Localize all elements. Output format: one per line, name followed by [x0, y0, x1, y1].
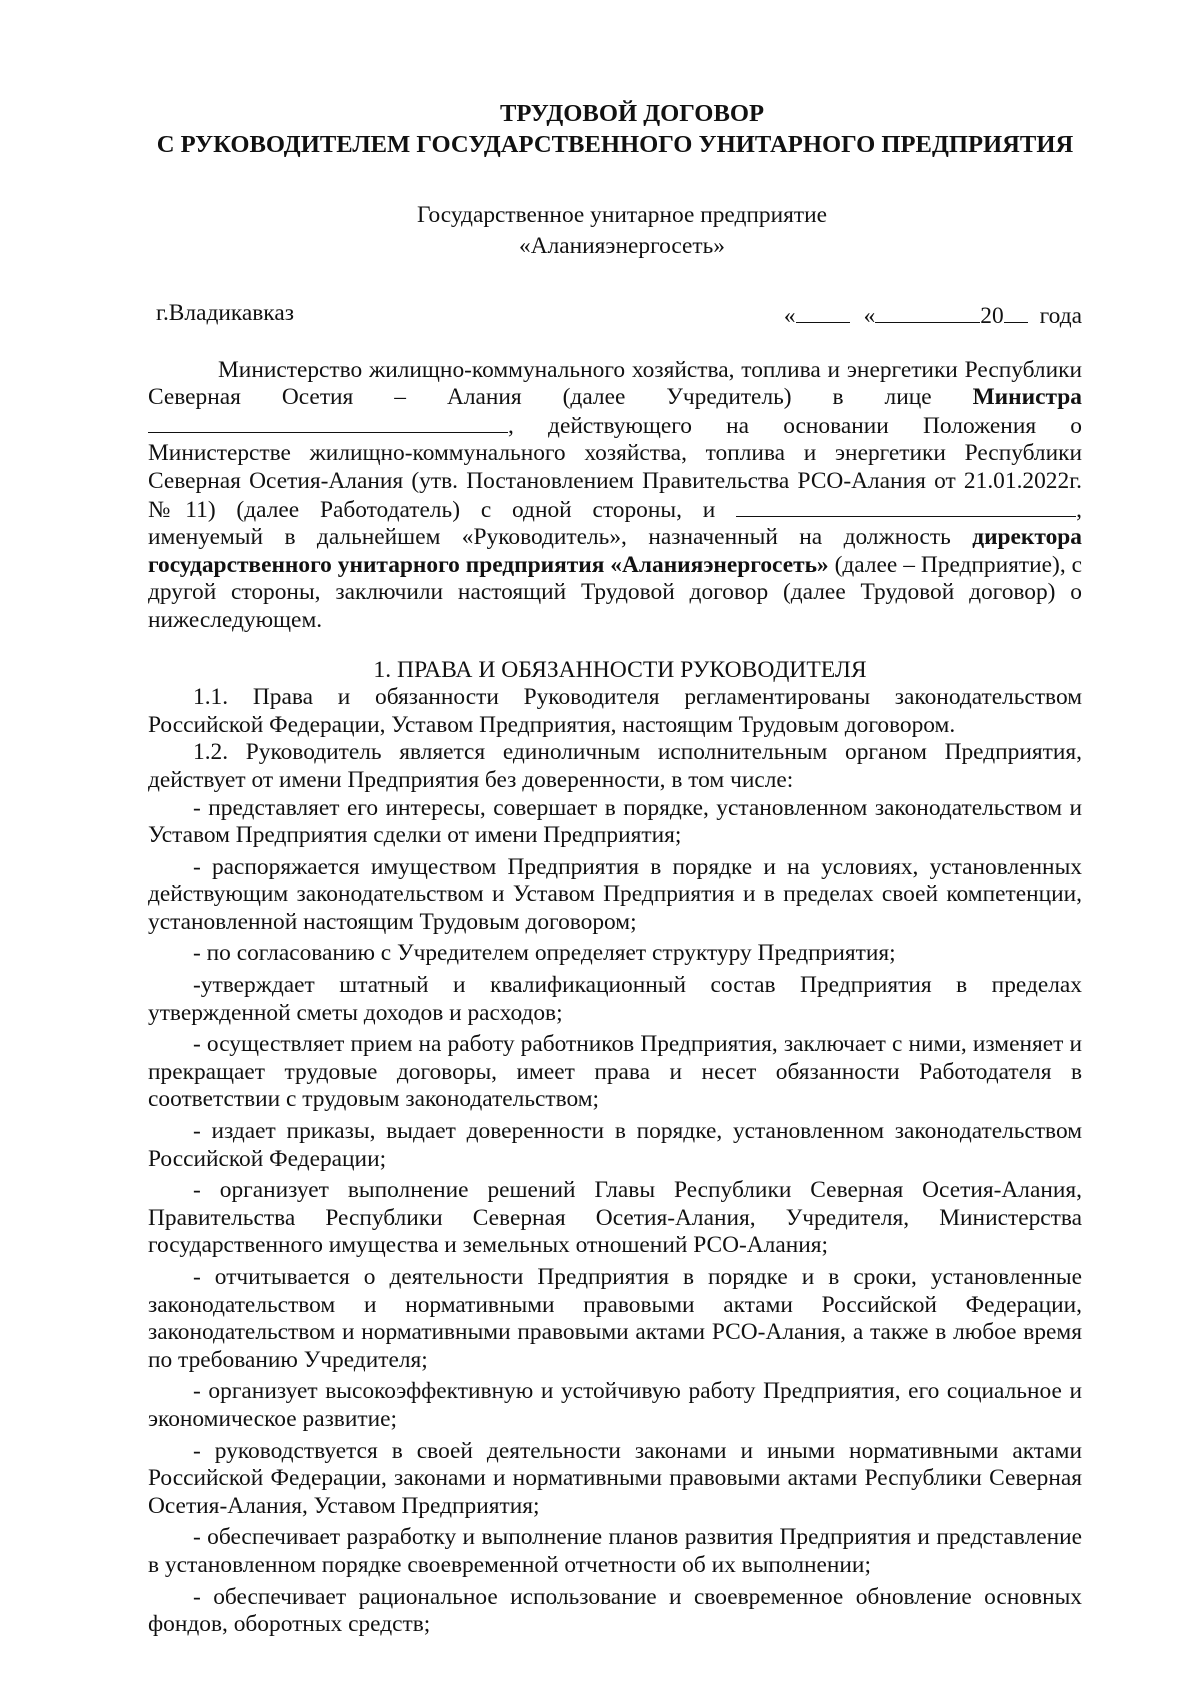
document-title [148, 98, 1082, 160]
duty-item: - обеспечивает разработку и выполнение планов развития Предприятия и представление в установленном порядке своевременной отчетности об их выполнении; [148, 1524, 1082, 1578]
duty-item: - отчитывается о деятельности Предприятия в порядке и в сроки, установленные законодательством и нормативными правовыми актами Российской Федерации, законодательством и нормативными правовыми актами РСО-Алания, а также в любое время по требованию Учредителя; [148, 1264, 1082, 1373]
organization-line-2: «Аланияэнергосеть» [519, 233, 725, 259]
place-date-row [148, 300, 1082, 331]
date-quote-2: « [863, 303, 876, 329]
intro-part-4: (далее – Предприятие), с другой стороны, заключили настоящий Трудовой договор (далее Трудовой договор) о нижеследующем. [148, 551, 1082, 633]
duty-item: - представляет его интересы, совершает в порядке, установленном законодательством и Уставом Предприятия сделки от имени Предприятия; [148, 794, 1082, 849]
duty-item: - издает приказы, выдает доверенности в порядке, установленном законодательством Российской Федерации; [148, 1118, 1082, 1172]
organization-name [148, 200, 1082, 262]
year-prefix: 20 [980, 303, 1004, 329]
clause-1-1: 1.1. Права и обязанности Руководителя регламентированы законодательством Российской Федерации, Уставом Предприятия, настоящим Трудовым договором. [148, 684, 1082, 738]
director-name-blank [736, 496, 1076, 517]
day-blank [796, 300, 850, 323]
year-suffix: года [1039, 303, 1082, 329]
title-line-1: ТРУДОВОЙ ДОГОВОР [499, 100, 764, 127]
duty-item: - распоряжается имуществом Предприятия в порядке и на условиях, установленных действующим законодательством и Уставом Предприятия и в пределах своей компетенции, установленной настоящим Трудовым договором; [148, 853, 1082, 935]
date-quote-1: « [783, 303, 796, 329]
contract-date [784, 300, 1082, 331]
year-blank [1004, 300, 1028, 323]
month-blank [875, 300, 980, 323]
duty-item: - организует выполнение решений Главы Республики Северная Осетия-Алания, Правительства Республики Северная Осетия-Алания, Учредителя, Министерства государственного имущества и земельных отношений РСО-Алания; [148, 1177, 1082, 1259]
organization-line-1: Государственное унитарное предприятие [417, 202, 827, 228]
duty-item: - руководствуется в своей деятельности законами и иными нормативными актами Российской Федерации, законами и нормативными правовыми актами Республики Северная Осетия-Алания, Уставом Предприятия; [148, 1437, 1082, 1519]
intro-paragraph [148, 357, 1082, 635]
clause-1-2: 1.2. Руководитель является единоличным исполнительным органом Предприятия, действует от имени Предприятия без доверенности, в том числе: [148, 739, 1082, 793]
section-1-body [148, 684, 1082, 1639]
duty-item: - организует высокоэффективную и устойчивую работу Предприятия, его социальное и экономическое развитие; [148, 1378, 1082, 1432]
duty-item: - по согласованию с Учредителем определяет структуру Предприятия; [193, 940, 896, 967]
duty-item: -утверждает штатный и квалификационный состав Предприятия в пределах утвержденной сметы доходов и расходов; [148, 972, 1082, 1026]
minister-name-blank [148, 412, 508, 433]
section-1-heading: 1. ПРАВА И ОБЯЗАННОСТИ РУКОВОДИТЕЛЯ [373, 656, 867, 683]
duty-item: - обеспечивает рациональное использование и своевременное обновление основных фондов, оборотных средств; [148, 1583, 1082, 1638]
title-line-2: С РУКОВОДИТЕЛЕМ ГОСУДАРСТВЕННОГО УНИТАРНОГО ПРЕДПРИЯТИЯ [156, 131, 1074, 158]
intro-part-1: Министерство жилищно-коммунального хозяйства, топлива и энергетики Республики Северная Осетия – Алания (далее Учредитель) в лице [148, 356, 1082, 411]
intro-minister: Министра [972, 384, 1082, 411]
intro-part-3: , именуемый в дальнейшем «Руководитель», назначенный на должность [148, 496, 1082, 551]
intro-position: директора государственного унитарного предприятия «Аланияэнергосеть» [148, 524, 1082, 578]
intro-part-2: , действующего на основании Положения о Министерстве жилищно-коммунального хозяйства, топлива и энергетики Республики Северная Осетия-Алания (утв. Постановлением Правительства РСО-Алания от 21.01.2022г. №11) (далее Работодатель) с одной стороны, и [148, 412, 1082, 523]
duty-item: - осуществляет прием на работу работников Предприятия, заключает с ними, изменяет и прекращает трудовые договоры, имеет права и несет обязанности Работодателя в соответствии с трудовым законодательством; [148, 1031, 1082, 1113]
city: г.Владикавказ [156, 300, 294, 326]
